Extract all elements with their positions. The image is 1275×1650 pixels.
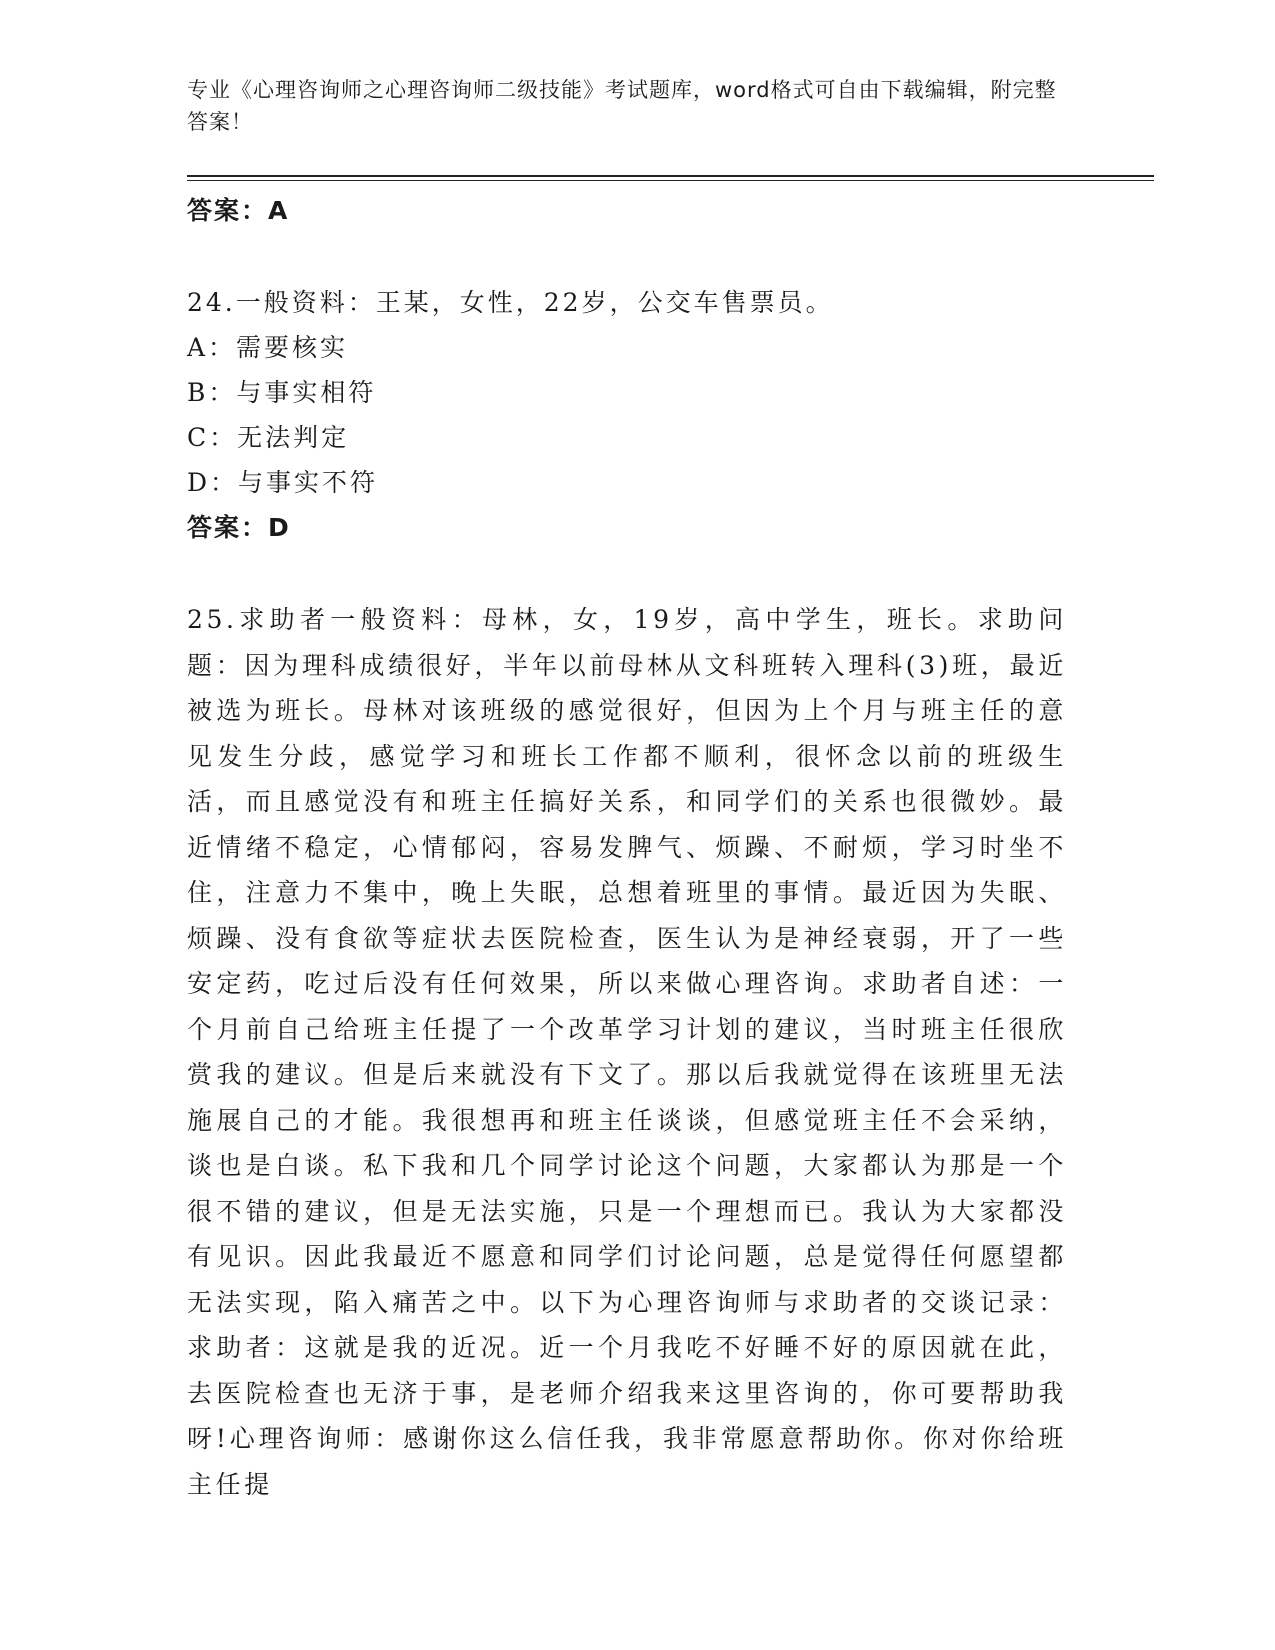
question-24-option-d: D：与事实不符 bbox=[187, 468, 379, 497]
spacer bbox=[187, 233, 1077, 280]
spacer bbox=[187, 550, 1077, 597]
header-rule-thick bbox=[187, 175, 1154, 177]
document-body bbox=[187, 188, 1077, 1507]
question-24-answer: 答案：D bbox=[187, 513, 291, 542]
document-header: 专业《心理咨询师之心理咨询师二级技能》考试题库，word格式可自由下载编辑，附完整答案！ bbox=[187, 78, 1057, 134]
previous-answer: 答案：A bbox=[187, 196, 290, 225]
question-24-text: 24.一般资料：王某，女性，22岁，公交车售票员。 bbox=[187, 288, 834, 317]
question-24-option-a: A：需要核实 bbox=[187, 333, 349, 362]
question-25-text: 25.求助者一般资料：母林，女，19岁，高中学生，班长。求助问题：因为理科成绩很好，半年以前母林从文科班转入理科(3)班，最近被选为班长。母林对该班级的感觉很好，但因为上个月与班主任的意见发生分歧，感觉学习和班长工作都不顺利，很怀念以前的班级生活，而且感觉没有和班主任搞好关系，和同学们的关系也很微妙。最近情绪不稳定，心情郁闷，容易发脾气、烦躁、不耐烦，学习时坐不住，注意力不集中，晚上失眠，总想着班里的事情。最近因为失眠、烦躁、没有食欲等症状去医院检查，医生认为是神经衰弱，开了一些安定药，吃过后没有任何效果，所以来做心理咨询。求助者自述：一个月前自己给班主任提了一个改革学习计划的建议，当时班主任很欣赏我的建议。但是后来就没有下文了。那以后我就觉得在该班里无法施展自己的才能。我很想再和班主任谈谈，但感觉班主任不会采纳，谈也是白谈。私下我和几个同学讨论这个问题，大家都认为那是一个很不错的建议，但是无法实施，只是一个理想而已。我认为大家都没有见识。因此我最近不愿意和同学们讨论问题，总是觉得任何愿望都无法实现，陷入痛苦之中。以下为心理咨询师与求助者的交谈记录：求助者：这就是我的近况。近一个月我吃不好睡不好的原因就在此，去医院检查也无济于事，是老师介绍我来这里咨询的，你可要帮助我呀!心理咨询师：感谢你这么信任我，我非常愿意帮助你。你对你给班主任提 bbox=[187, 605, 1067, 1499]
question-24-option-b: B：与事实相符 bbox=[187, 378, 377, 407]
question-24-option-c: C：无法判定 bbox=[187, 423, 350, 452]
header-rule-thin bbox=[187, 180, 1154, 181]
